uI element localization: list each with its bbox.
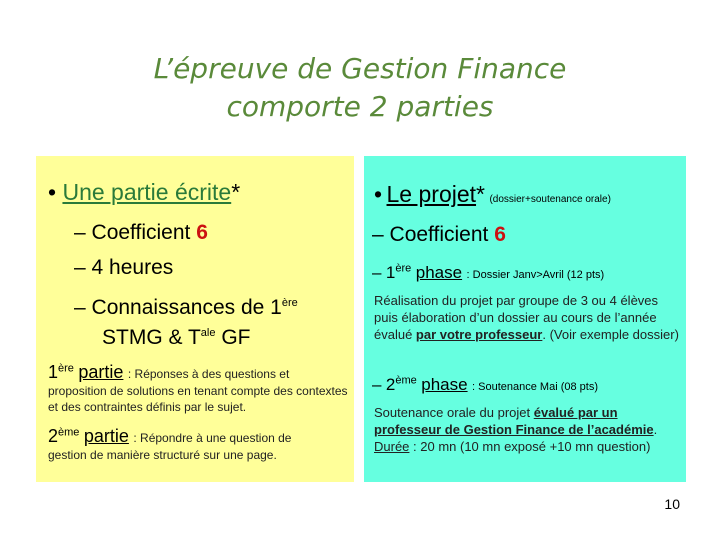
hours-item: – 4 heures xyxy=(74,256,174,279)
left-panel-written-part xyxy=(36,156,354,482)
knowledge-item-line2: STMG & $T^{ale}$ GF xyxy=(102,326,251,349)
right-coefficient-value: 6 xyxy=(494,223,506,246)
phase1-heading: – 1ère phase : Dossier Janv>Avril (12 pts) xyxy=(372,262,605,282)
written-part-link[interactable]: Une partie écrite xyxy=(62,179,232,205)
page-number: 10 xyxy=(664,496,680,512)
right-heading: • Le projet* (dossier+soutenance orale) xyxy=(374,181,611,207)
right-coefficient-item: – Coefficient 6 xyxy=(372,223,506,246)
coefficient-item: – Coefficient 6 xyxy=(74,221,208,244)
asterisk: * xyxy=(231,179,241,205)
project-note: (dossier+soutenance orale) xyxy=(489,194,611,205)
part1-block: 1ère partie : Réponses à des questions et proposition de solutions en tenant compte des contextes et des contraintes définis par le sujet. xyxy=(48,362,348,414)
right-panel-project xyxy=(364,156,686,482)
slide-title xyxy=(0,50,720,126)
phase2-description: Soutenance orale du projet évalué par un professeur de Gestion Finance de l’académie. Durée : 20 mn (10 mn exposé +10 mn question) xyxy=(374,405,658,454)
phase1-description: Réalisation du projet par groupe de 3 ou 4 élèves puis élaboration d’un dossier au cours de l’année évalué par votre professeur. (Voir exemple dossier) xyxy=(374,293,679,342)
phase2-heading: – 2ème phase : Soutenance Mai (08 pts) xyxy=(372,374,598,394)
knowledge-item: – Connaissances de 1ère xyxy=(74,296,298,319)
title-line-2: comporte 2 parties xyxy=(226,90,494,123)
title-line-1: L’épreuve de Gestion Finance xyxy=(153,52,567,85)
part2-block: 2ème partie : Répondre à une question de gestion de manière structuré sur une page. xyxy=(48,426,348,463)
bullet: • xyxy=(48,179,57,205)
left-heading xyxy=(48,178,240,206)
part2-description: gestion de manière structuré sur une page. xyxy=(48,448,277,462)
part1-description: proposition de solutions en tenant compte des contextes et des contraintes définis par le sujet. xyxy=(48,384,348,414)
part1-label: partie xyxy=(78,362,124,382)
coefficient-value: 6 xyxy=(196,221,208,244)
project-link[interactable]: Le projet xyxy=(386,181,477,207)
part2-label: partie xyxy=(83,426,129,446)
